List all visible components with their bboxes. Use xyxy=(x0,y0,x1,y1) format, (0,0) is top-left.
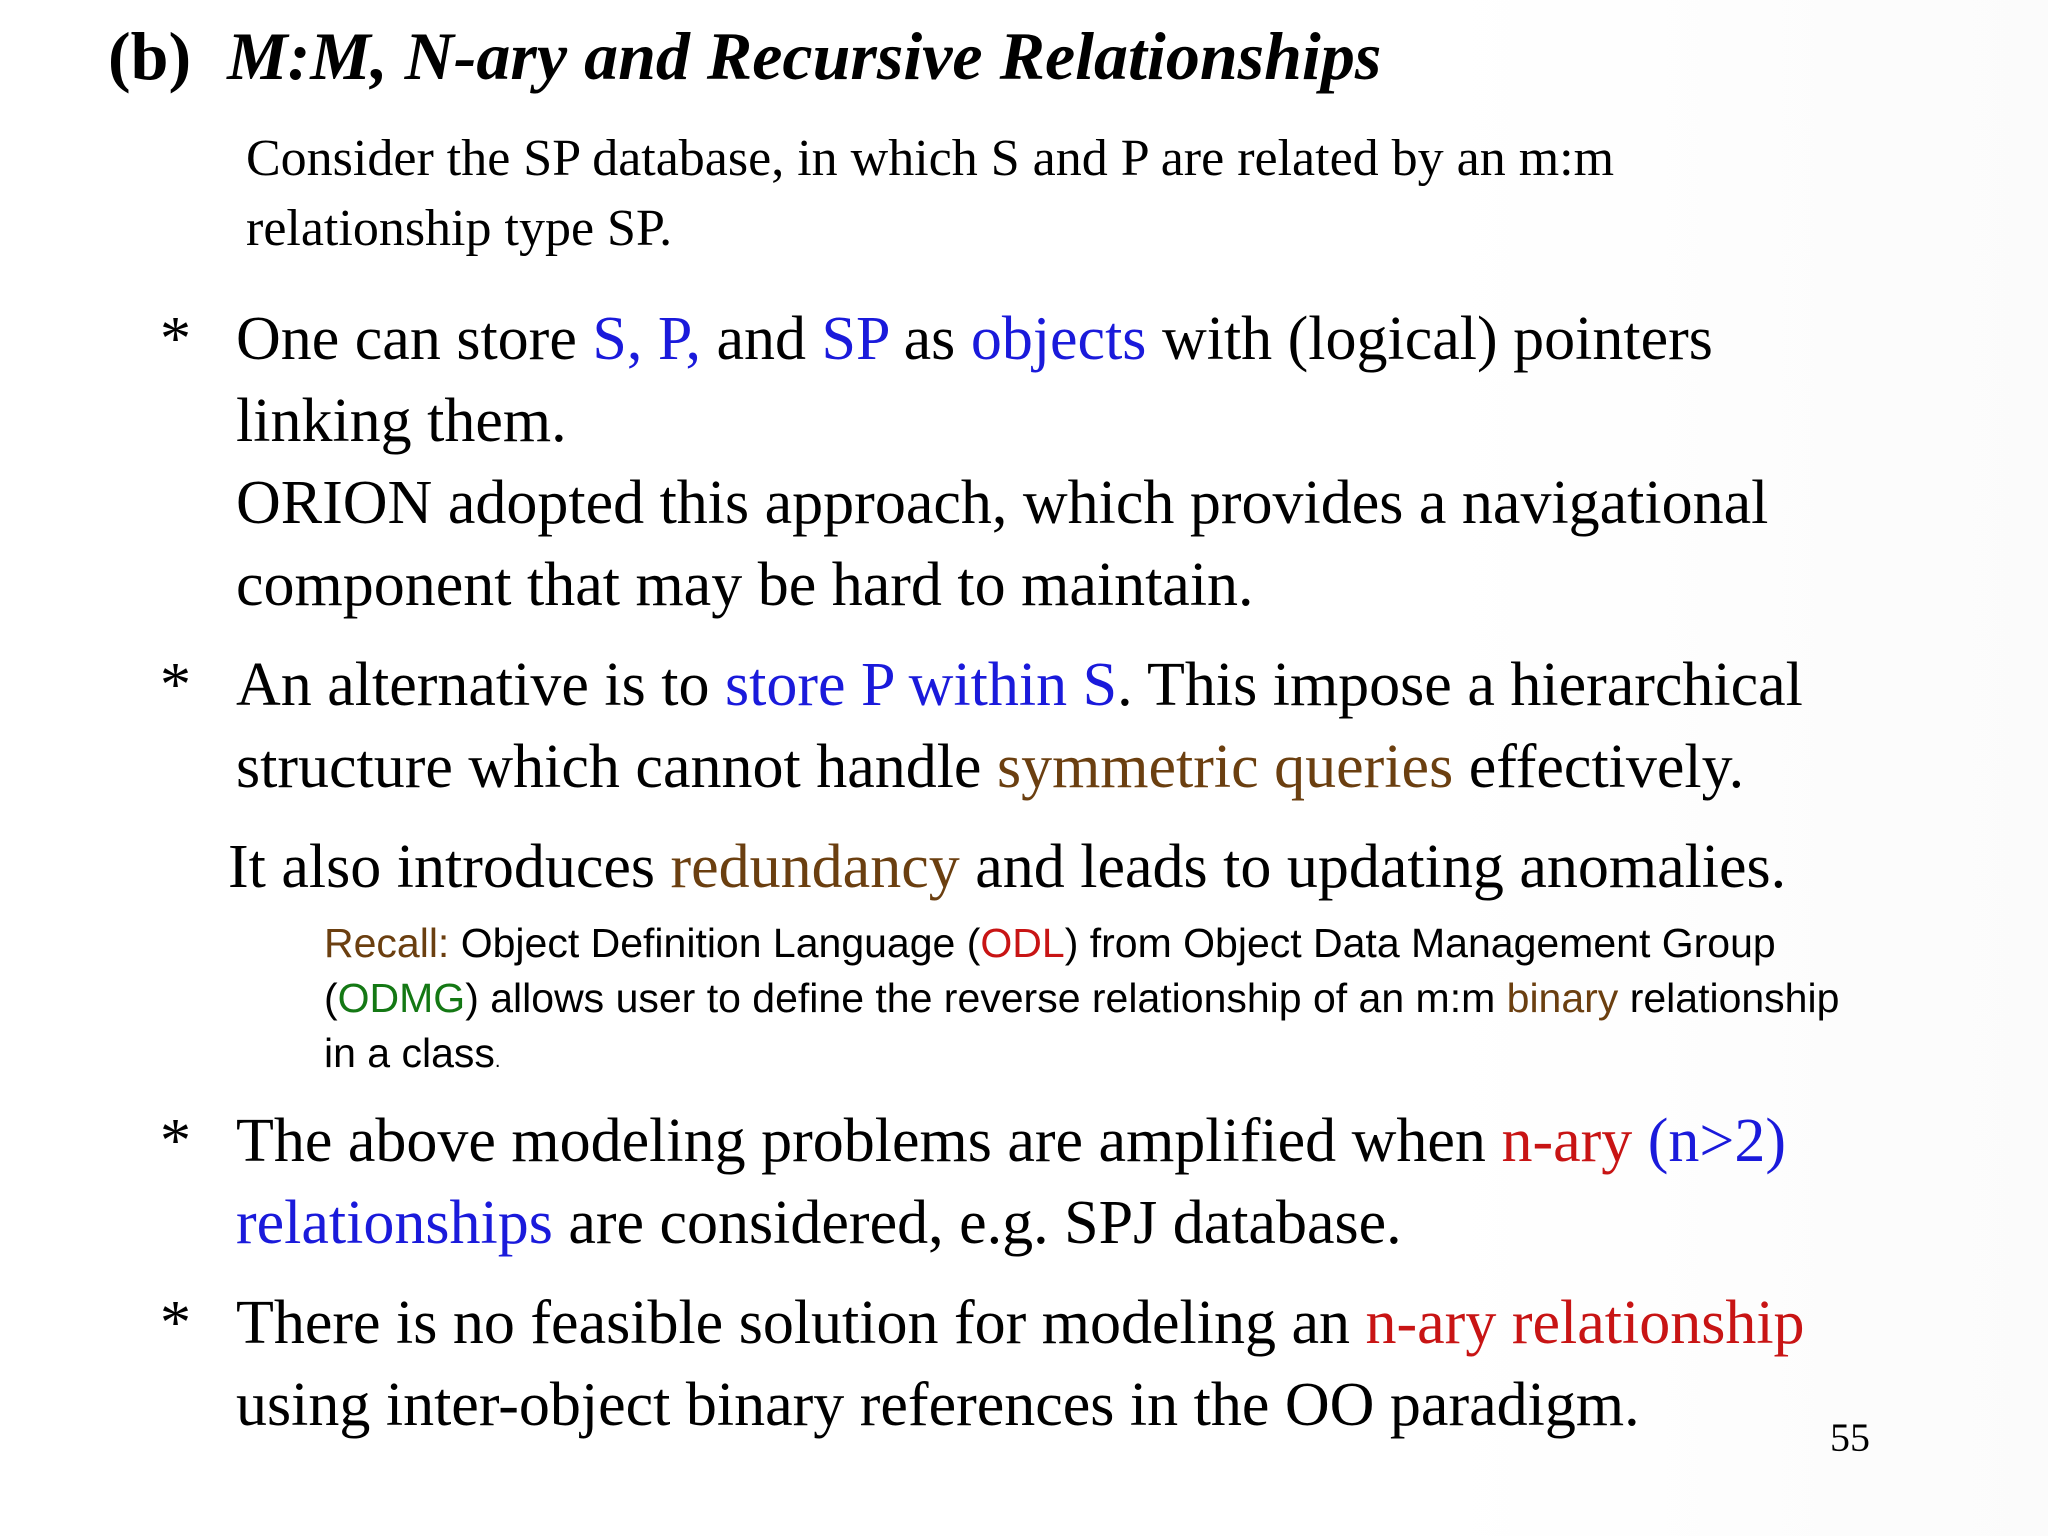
bullet4-line-2: using inter-object binary references in the OO paradigm. xyxy=(236,1371,1640,1439)
bullet3-line-2 xyxy=(236,1182,2000,1264)
text-run: An alternative is to xyxy=(236,651,725,719)
intro-text xyxy=(246,124,1886,264)
bullet2-line-1 xyxy=(236,644,2000,726)
bullet1-line-2: linking them. xyxy=(236,387,567,455)
bullet-marker: * xyxy=(160,651,191,719)
bullet-nary-amplified xyxy=(160,1100,2000,1264)
text-run: . xyxy=(494,1050,501,1072)
text-run: ) allows user to define the reverse relationship of an m:m xyxy=(465,975,1507,1021)
bullet-body xyxy=(236,1100,2000,1264)
bullet1-line-1 xyxy=(236,298,2000,380)
bullet-marker: * xyxy=(160,1289,191,1357)
intro-line-1: Consider the SP database, in which S and P are related by an m:m xyxy=(246,130,1615,187)
slide-title xyxy=(108,14,1381,98)
bullet-body xyxy=(236,1282,2000,1446)
recall-label: Recall: xyxy=(324,920,450,966)
bullet-body xyxy=(236,644,2000,808)
bullet-no-solution xyxy=(160,1282,2000,1446)
bullet-store-objects xyxy=(160,298,2000,626)
recall-line-1 xyxy=(324,916,2034,971)
text-run: relationship xyxy=(1618,975,1840,1021)
page-number: 55 xyxy=(1830,1415,1870,1460)
bullet1-line-3: ORION adopted this approach, which provides a navigational xyxy=(236,469,1769,537)
bullet-marker: * xyxy=(160,305,191,373)
bullet-marker: * xyxy=(160,1107,191,1175)
text-run: There is no feasible solution for modeling an xyxy=(236,1289,1366,1357)
highlight-odl: ODL xyxy=(980,920,1065,966)
bullet-body xyxy=(236,298,2000,626)
highlight-odmg: ODMG xyxy=(337,975,466,1021)
text-run: are considered, e.g. SPJ database. xyxy=(552,1189,1402,1257)
highlight-symmetric-queries: symmetric queries xyxy=(996,733,1454,801)
text-run: in a class xyxy=(324,1030,495,1076)
highlight-binary: binary xyxy=(1506,975,1619,1021)
text-run: The above modeling problems are amplified when xyxy=(236,1107,1502,1175)
recall-note xyxy=(324,916,2034,1089)
text-run: effectively. xyxy=(1453,733,1745,801)
text-run: It also introduces xyxy=(228,833,671,901)
bullet1-line-4: component that may be hard to maintain. xyxy=(236,551,1254,619)
recall-line-2 xyxy=(324,971,2034,1026)
text-run: as xyxy=(888,305,971,373)
intro-line-2: relationship type SP. xyxy=(246,200,673,257)
text-run: and leads to updating anomalies. xyxy=(959,833,1787,901)
recall-line-3 xyxy=(324,1026,2034,1089)
bullet4-line-1 xyxy=(236,1282,2000,1364)
text-run: One can store xyxy=(236,305,593,373)
text-run xyxy=(1632,1107,1648,1175)
highlight-sp: SP xyxy=(821,305,889,373)
bullet2-line-2 xyxy=(236,726,2000,808)
title-text: M:M, N-ary and Recursive Relationships xyxy=(227,18,1382,94)
text-run: and xyxy=(700,305,822,373)
bullet3-line-1 xyxy=(236,1100,2000,1182)
redundancy-paragraph xyxy=(228,826,1786,908)
highlight-s-p: S, P, xyxy=(592,305,701,373)
text-run: . This impose a hierarchical xyxy=(1117,651,1803,719)
text-run: with (logical) pointers xyxy=(1146,305,1713,373)
text-run: Object Definition Language ( xyxy=(449,920,981,966)
highlight-objects: objects xyxy=(970,305,1147,373)
text-run: ) from Object Data Management Group xyxy=(1064,920,1776,966)
highlight-n-gt-2: (n>2) xyxy=(1647,1107,1787,1175)
highlight-n-ary: n-ary xyxy=(1501,1107,1633,1175)
bullet-store-within xyxy=(160,644,2000,808)
text-run: structure which cannot handle xyxy=(236,733,997,801)
highlight-relationships: relationships xyxy=(236,1189,553,1257)
text-run: ( xyxy=(324,975,338,1021)
section-label: (b) xyxy=(108,18,192,94)
highlight-redundancy: redundancy xyxy=(670,833,960,901)
highlight-n-ary-relationship: n-ary relationship xyxy=(1365,1289,1805,1357)
highlight-store-p-within-s: store P within S xyxy=(724,651,1118,719)
